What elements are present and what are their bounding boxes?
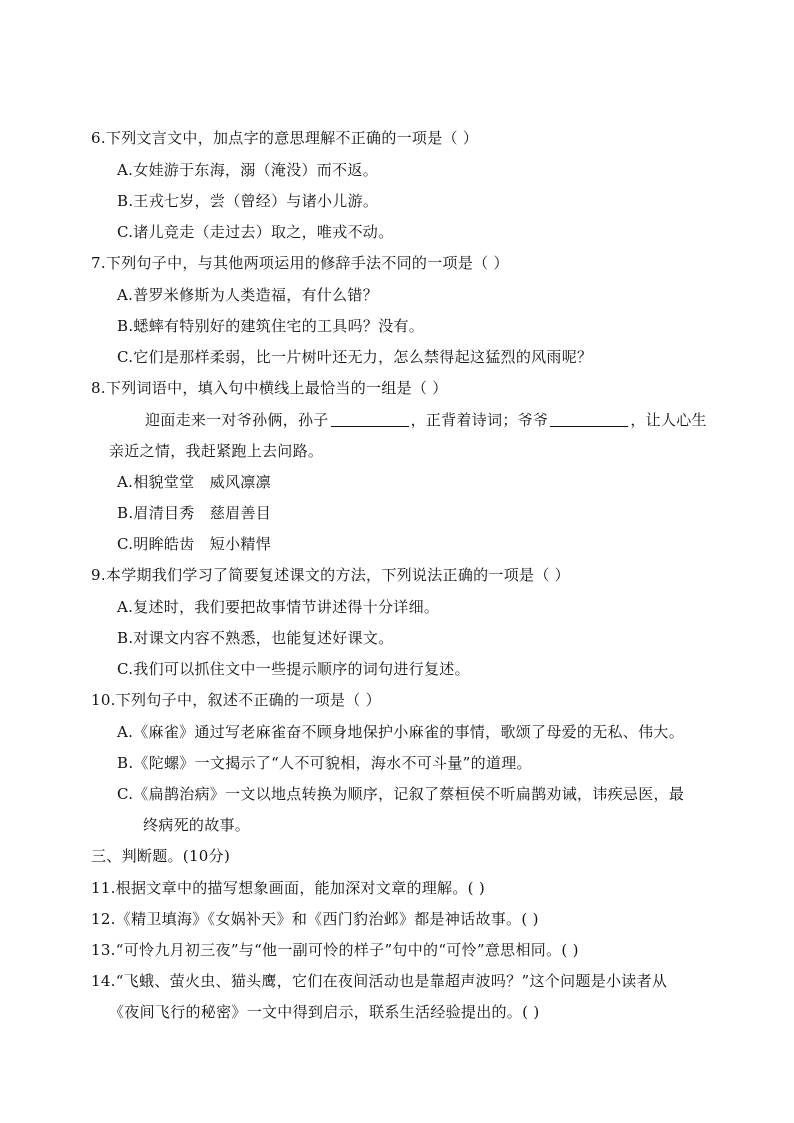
q9-option-b: B.对课文内容不熟悉，也能复述好课文。 bbox=[117, 629, 394, 647]
q8-passage-line2: 亲近之情，我赶紧跑上去问路。 bbox=[109, 442, 324, 460]
q8-blank-1[interactable] bbox=[331, 412, 409, 427]
q9-option-a: A.复述时，我们要把故事情节讲述得十分详细。 bbox=[117, 598, 440, 616]
q8-passage-line1 bbox=[145, 410, 707, 430]
q11: 11.根据文章中的描写想象画面，能加深对文章的理解。( ) bbox=[91, 879, 486, 897]
q14-line1: 14.“飞蛾、萤火虫、猫头鹰，它们在夜间活动也是靠超声波吗？”这个问题是小读者从 bbox=[91, 972, 668, 990]
q8-option-c: C.明眸皓齿 短小精悍 bbox=[117, 535, 272, 553]
q7-stem: 7.下列句子中，与其他两项运用的修辞手法不同的一项是（ ） bbox=[91, 254, 509, 272]
q8-passage-part1: 迎面走来一对爷孙俩，孙子 bbox=[145, 411, 329, 429]
q10-option-c-continued: 终病死的故事。 bbox=[143, 816, 251, 834]
q7-option-a: A.普罗米修斯为人类造福，有什么错？ bbox=[117, 286, 379, 304]
section-3-heading: 三、判断题。(10分) bbox=[91, 847, 231, 865]
q8-option-a: A.相貌堂堂 威风凛凛 bbox=[117, 473, 271, 491]
q6-option-b: B.王戎七岁，尝（曾经）与诸小儿游。 bbox=[117, 192, 379, 210]
q10-option-c: C.《扁鹊治病》一文以地点转换为顺序，记叙了蔡桓侯不听扁鹊劝诫，讳疾忌医，最 bbox=[117, 785, 685, 803]
q8-passage-part3: ，让人心生 bbox=[630, 411, 707, 429]
q8-passage-part2: ，正背着诗词；爷爷 bbox=[410, 411, 549, 429]
q8-stem: 8.下列词语中，填入句中横线上最恰当的一组是（ ） bbox=[91, 379, 448, 397]
q10-stem: 10.下列句子中，叙述不正确的一项是（ ） bbox=[91, 691, 381, 709]
q12: 12.《精卫填海》《女娲补天》和《西门豹治邺》都是神话故事。( ) bbox=[91, 910, 539, 928]
q6-option-c: C.诸儿竞走（走过去）取之，唯戎不动。 bbox=[117, 223, 394, 241]
q10-option-b: B.《陀螺》一文揭示了“人不可貌相，海水不可斗量”的道理。 bbox=[117, 754, 532, 772]
q7-option-c: C.它们是那样柔弱，比一片树叶还无力，怎么禁得起这猛烈的风雨呢？ bbox=[117, 348, 593, 366]
q14-line2: 《夜间飞行的秘密》一文中得到启示，联系生活经验提出的。( ) bbox=[109, 1003, 540, 1021]
q6-option-a: A.女娃游于东海，溺（淹没）而不返。 bbox=[117, 161, 379, 179]
q8-blank-2[interactable] bbox=[550, 412, 628, 427]
q9-stem: 9.本学期我们学习了简要复述课文的方法，下列说法正确的一项是（ ） bbox=[91, 566, 570, 584]
q9-option-c: C.我们可以抓住文中一些提示顺序的词句进行复述。 bbox=[117, 660, 470, 678]
q10-option-a: A.《麻雀》通过写老麻雀奋不顾身地保护小麻雀的事情，歌颂了母爱的无私、伟大。 bbox=[117, 723, 685, 741]
q8-option-b: B.眉清目秀 慈眉善目 bbox=[117, 504, 272, 522]
q7-option-b: B.蟋蟀有特别好的建筑住宅的工具吗？没有。 bbox=[117, 317, 425, 335]
q13: 13.“可怜九月初三夜”与“他一副可怜的样子”句中的“可怜”意思相同。( ) bbox=[91, 941, 579, 959]
q6-stem: 6.下列文言文中，加点字的意思理解不正确的一项是（ ） bbox=[91, 129, 479, 147]
